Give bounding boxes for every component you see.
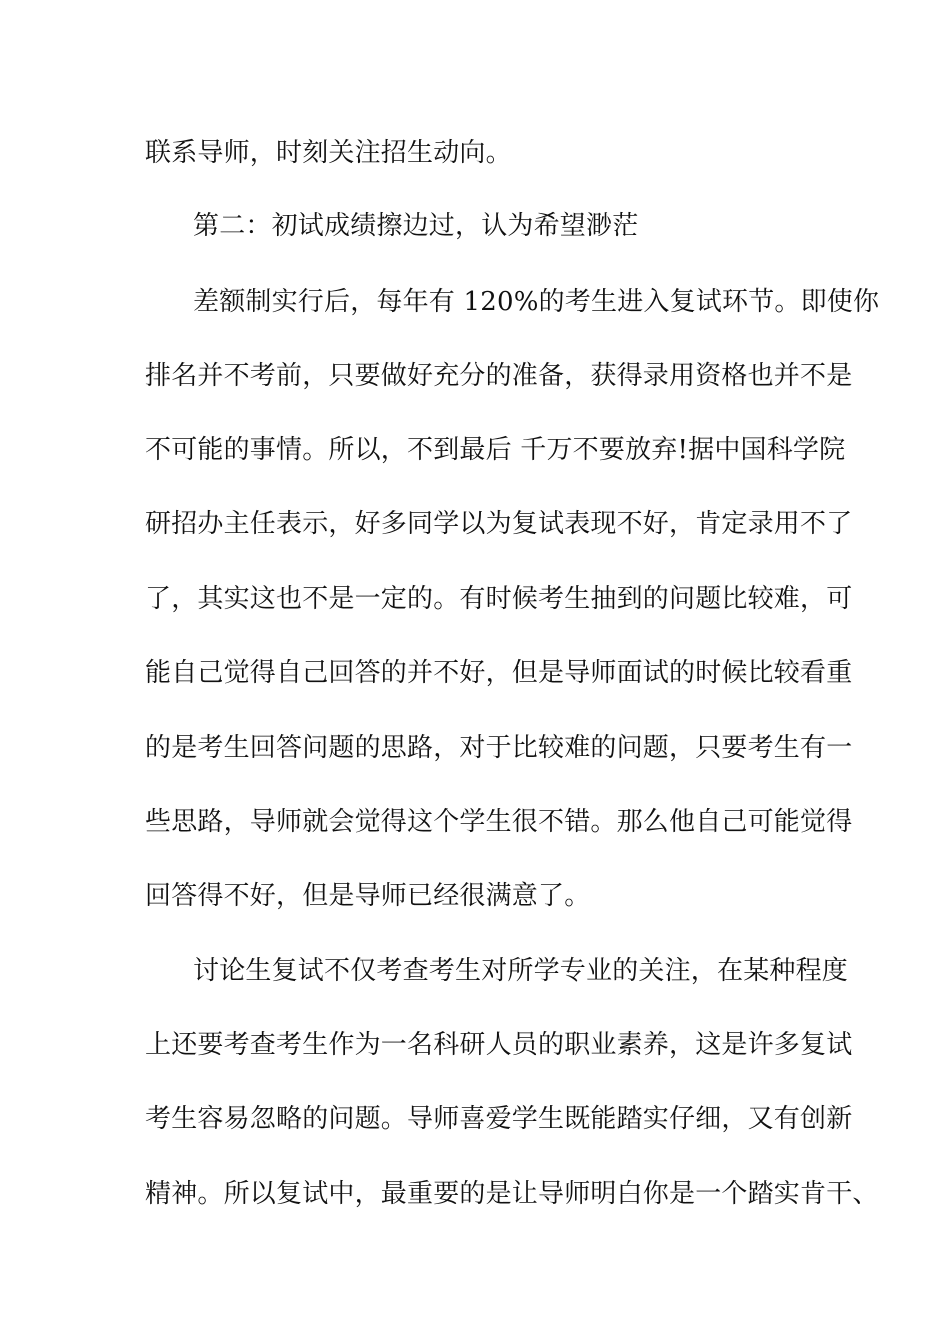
text-line-7: 了，其实这也不是一定的。有时候考生抽到的问题比较难，可 (145, 584, 853, 614)
text-line-8: 能自己觉得自己回答的并不好，但是导师面试的时候比较看重 (145, 658, 853, 688)
text-line-13: 上还要考查考生作为一名科研人员的职业素养，这是许多复试 (145, 1030, 853, 1060)
text-line-4: 排名并不考前，只要做好充分的准备，获得录用资格也并不是 (145, 361, 853, 391)
text-line-11: 回答得不好，但是导师已经很满意了。 (145, 881, 591, 911)
text-line-3: 差额制实行后，每年有 120%的考生进入复试环节。即使你 (193, 287, 880, 317)
text-line-9: 的是考生回答问题的思路，对于比较难的问题，只要考生有一 (145, 733, 853, 763)
text-line-15: 精神。所以复试中，最重要的是让导师明白你是一个踏实肯干、 (145, 1179, 879, 1209)
text-line-14: 考生容易忽略的问题。导师喜爱学生既能踏实仔细，又有创新 (145, 1104, 853, 1134)
text-line-10: 些思路，导师就会觉得这个学生很不错。那么他自己可能觉得 (145, 807, 853, 837)
text-line-5: 不可能的事情。所以，不到最后 千万不要放弃!据中国科学院 (145, 435, 846, 465)
text-line-6: 研招办主任表示，好多同学以为复试表现不好，肯定录用不了 (145, 509, 853, 539)
section-heading: 第二：初试成绩擦边过，认为希望渺茫 (193, 211, 639, 241)
text-line-12: 讨论生复试不仅考查考生对所学专业的关注，在某种程度 (193, 956, 849, 986)
text-line-1: 联系导师，时刻关注招生动向。 (145, 138, 512, 168)
